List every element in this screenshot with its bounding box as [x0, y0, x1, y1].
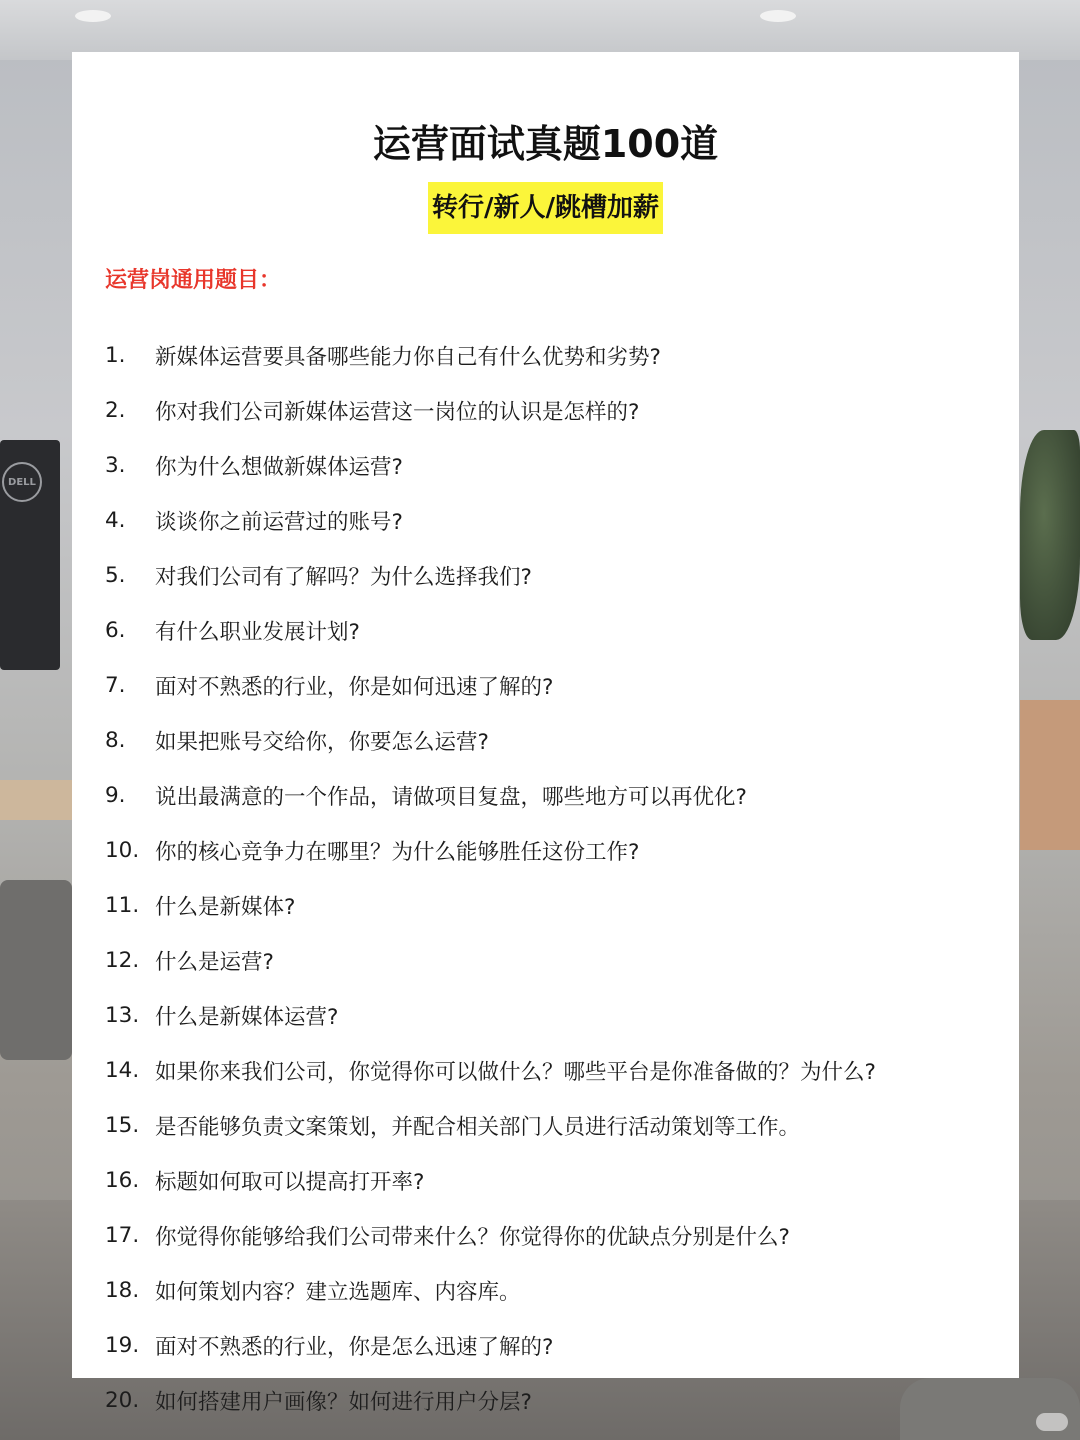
question-number: 20.: [105, 1388, 140, 1413]
question-number: 18.: [105, 1278, 140, 1303]
question-text: 什么是运营?: [155, 950, 274, 975]
question-number: 19.: [105, 1333, 140, 1358]
question-item: [105, 768, 1005, 823]
question-item: [105, 438, 1005, 493]
question-text: 什么是新媒体运营?: [155, 1005, 339, 1030]
background-plant: [1020, 430, 1080, 640]
question-text: 如果把账号交给你，你要怎么运营?: [155, 730, 489, 755]
question-item: [105, 878, 1005, 933]
question-text: 你对我们公司新媒体运营这一岗位的认识是怎样的?: [155, 400, 640, 425]
subtitle-wrapper: [72, 182, 1019, 234]
question-number: 12.: [105, 948, 140, 973]
question-text: 有什么职业发展计划?: [155, 620, 360, 645]
question-number: 9.: [105, 783, 126, 808]
question-item: [105, 328, 1005, 383]
question-text: 如果你来我们公司，你觉得你可以做什么？哪些平台是你准备做的？为什么?: [155, 1060, 876, 1085]
question-number: 1.: [105, 343, 126, 368]
question-text: 是否能够负责文案策划，并配合相关部门人员进行活动策划等工作。: [155, 1115, 801, 1140]
question-item: [105, 1373, 1005, 1428]
question-item: [105, 933, 1005, 988]
question-number: 6.: [105, 618, 126, 643]
question-item: [105, 1318, 1005, 1373]
question-item: [105, 823, 1005, 878]
question-item: [105, 1263, 1005, 1318]
question-list: [105, 328, 1005, 1428]
ceiling-light: [75, 10, 111, 22]
question-text: 如何搭建用户画像？如何进行用户分层?: [155, 1390, 532, 1415]
question-text: 什么是新媒体?: [155, 895, 296, 920]
question-item: [105, 988, 1005, 1043]
watermark-badge: [1036, 1413, 1068, 1431]
question-number: 14.: [105, 1058, 140, 1083]
question-number: 10.: [105, 838, 140, 863]
question-text: 面对不熟悉的行业，你是如何迅速了解的?: [155, 675, 554, 700]
question-number: 5.: [105, 563, 126, 588]
question-text: 你为什么想做新媒体运营?: [155, 455, 403, 480]
question-number: 13.: [105, 1003, 140, 1028]
page-title: 运营面试真题100道: [372, 122, 719, 166]
question-text: 新媒体运营要具备哪些能力你自己有什么优势和劣势?: [155, 345, 661, 370]
question-item: [105, 1098, 1005, 1153]
background-box: [1020, 700, 1080, 850]
ceiling-light: [760, 10, 796, 22]
question-item: [105, 383, 1005, 438]
question-number: 16.: [105, 1168, 140, 1193]
subtitle-highlight: 转行/新人/跳槽加薪: [428, 182, 663, 234]
document-card: [72, 52, 1019, 1415]
question-number: 3.: [105, 453, 126, 478]
question-item: [105, 713, 1005, 768]
question-text: 谈谈你之前运营过的账号?: [155, 510, 403, 535]
question-number: 8.: [105, 728, 126, 753]
question-item: [105, 1153, 1005, 1208]
question-number: 2.: [105, 398, 126, 423]
question-text: 你的核心竞争力在哪里？为什么能够胜任这份工作?: [155, 840, 640, 865]
question-text: 如何策划内容？建立选题库、内容库。: [155, 1280, 521, 1305]
question-number: 11.: [105, 893, 140, 918]
question-item: [105, 603, 1005, 658]
question-item: [105, 1208, 1005, 1263]
question-number: 15.: [105, 1113, 140, 1138]
question-number: 4.: [105, 508, 126, 533]
background-chair: [0, 880, 72, 1060]
question-number: 17.: [105, 1223, 140, 1248]
question-text: 对我们公司有了解吗？为什么选择我们?: [155, 565, 532, 590]
question-item: [105, 548, 1005, 603]
question-item: [105, 493, 1005, 548]
question-text: 说出最满意的一个作品，请做项目复盘，哪些地方可以再优化?: [155, 785, 747, 810]
question-item: [105, 658, 1005, 713]
question-text: 你觉得你能够给我们公司带来什么？你觉得你的优缺点分别是什么?: [155, 1225, 790, 1250]
question-item: [105, 1043, 1005, 1098]
background-ceiling: [0, 0, 1080, 60]
question-text: 面对不熟悉的行业，你是怎么迅速了解的?: [155, 1335, 554, 1360]
section-heading: 运营岗通用题目：: [105, 268, 282, 293]
question-text: 标题如何取可以提高打开率?: [155, 1170, 425, 1195]
background-desk: [0, 780, 72, 820]
question-number: 7.: [105, 673, 126, 698]
dell-logo: DELL: [2, 462, 42, 502]
